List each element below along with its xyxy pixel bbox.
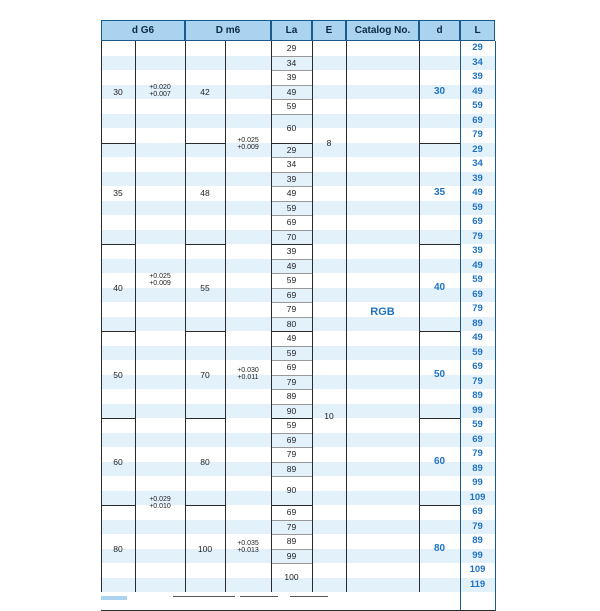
L-value: 99 [472,404,483,416]
group-divider [419,331,460,332]
row-divider [271,172,312,173]
row-divider [271,157,312,158]
La-value: 69 [286,434,297,445]
row-divider [271,549,312,550]
catalog-no-value: RGB [370,306,395,318]
La-value: 59 [286,101,297,111]
dG6-value: 35 [113,188,123,199]
row-divider [271,447,312,448]
Dm6-tolerance-2: +0.030 +0.011 [237,367,259,381]
La-value: 60 [286,122,297,133]
row-divider [271,534,312,535]
row-divider [271,85,312,86]
Dm6-value: 42 [200,86,210,97]
L-value: 89 [472,535,483,546]
L-value: 89 [472,462,483,474]
Dm6-tolerance-1: +0.025 +0.009 [237,137,259,151]
L-value: 69 [472,506,483,517]
row-divider [271,317,312,318]
group-divider [271,331,312,332]
row-divider [271,56,312,57]
La-value: 39 [286,72,297,82]
row-divider [271,375,312,376]
L-value: 59 [472,201,483,213]
L-value: 79 [472,129,483,140]
Dm6-value: 48 [200,188,210,199]
La-value: 90 [286,405,297,416]
column-divider [419,41,420,592]
L-value: 89 [472,390,483,401]
row-divider [271,201,312,202]
L-value: 49 [472,187,483,198]
group-divider [185,244,225,245]
L-value: 109 [469,491,486,503]
header-dG6: d G6 [101,20,185,41]
L-value: 59 [472,346,483,358]
Dm6-value: 100 [197,543,213,554]
La-value: 29 [286,43,297,53]
La-value: 79 [286,304,297,314]
row-divider [271,302,312,303]
La-value: 39 [286,173,297,184]
La-value: 59 [286,202,297,213]
row-divider [271,360,312,361]
Dm6-value: 80 [200,456,210,467]
La-value: 59 [286,275,297,285]
row-divider [271,433,312,434]
L-column-frame [460,41,496,611]
group-divider [271,244,312,245]
L-value: 69 [472,216,483,227]
header-L: L [460,20,495,41]
dG6-value: 50 [113,369,123,380]
La-value: 69 [286,217,297,227]
footer-rule-1 [101,596,127,600]
L-value: 99 [472,549,483,561]
footer-rule-4 [290,596,328,601]
d-value: 35 [433,187,446,199]
group-divider [271,505,312,506]
group-divider [101,418,135,419]
d-value: 50 [433,368,446,380]
L-value: 34 [472,158,483,169]
La-value: 49 [286,333,297,343]
d-value: 80 [433,542,446,554]
Dm6-value: 55 [200,282,210,293]
La-value: 49 [286,86,297,97]
L-value: 49 [472,85,483,97]
L-value: 59 [472,274,483,285]
L-value: 69 [472,361,483,372]
header-E: E [312,20,346,41]
d-value: 60 [433,455,446,467]
group-divider [185,143,225,144]
L-value: 59 [472,100,483,111]
row-divider [271,520,312,521]
row-divider [271,186,312,187]
L-value: 59 [472,419,483,430]
L-value: 29 [472,143,483,155]
row-divider [271,99,312,100]
d-value: 30 [433,85,446,97]
La-value: 49 [286,188,297,198]
dG6-tolerance-1: +0.020 +0.007 [149,84,171,98]
group-divider [271,418,312,419]
L-value: 79 [472,520,483,532]
column-divider [271,41,272,592]
dG6-value: 40 [113,282,123,293]
E-value-8: 8 [326,138,332,148]
row-divider [271,288,312,289]
L-value: 49 [472,332,483,343]
L-value: 39 [472,245,483,256]
footer-rule-3 [240,596,278,601]
L-value: 69 [472,433,483,445]
group-divider [419,418,460,419]
L-value: 109 [469,564,486,575]
group-divider [419,505,460,506]
row-divider [271,563,312,564]
header-catalog-no: Catalog No. [346,20,419,41]
La-value: 79 [286,449,297,459]
L-value: 34 [472,56,483,68]
column-divider [185,41,186,592]
row-divider [271,476,312,477]
L-value: 79 [472,375,483,387]
dG6-tolerance-3: +0.029 +0.010 [149,496,171,510]
L-value: 79 [472,303,483,314]
La-value: 79 [286,521,297,532]
row-divider [271,404,312,405]
L-value: 69 [472,114,483,126]
La-value: 49 [286,260,297,271]
dG6-tolerance-2: +0.025 +0.009 [149,273,171,287]
dG6-value: 60 [113,456,123,467]
L-value: 79 [472,230,483,242]
header-d: d [419,20,460,41]
group-divider [271,143,312,144]
row-divider [271,230,312,231]
group-divider [101,244,135,245]
row-divider [271,462,312,463]
La-value: 69 [286,507,297,517]
La-value: 70 [286,231,297,242]
La-value: 34 [286,159,297,169]
group-divider [419,244,460,245]
group-divider [101,505,135,506]
dG6-value: 80 [113,543,123,554]
column-divider [225,41,226,592]
La-value: 99 [286,550,297,561]
L-value: 119 [469,578,486,590]
L-value: 79 [472,448,483,459]
header-La: La [271,20,312,41]
group-divider [101,143,135,144]
La-value: 59 [286,347,297,358]
La-value: 69 [286,289,297,300]
La-value: 89 [286,463,297,474]
group-divider [185,505,225,506]
L-value: 89 [472,317,483,329]
La-value: 89 [286,391,297,401]
header-Dm6: D m6 [185,20,271,41]
row-divider [271,114,312,115]
La-value: 89 [286,536,297,546]
d-value: 40 [433,281,446,293]
La-value: 79 [286,376,297,387]
L-value: 39 [472,172,483,184]
L-value: 29 [472,42,483,53]
row-divider [271,273,312,274]
group-divider [419,143,460,144]
La-value: 39 [286,246,297,256]
column-divider [312,41,313,592]
row-divider [271,389,312,390]
L-value: 99 [472,477,483,488]
L-value: 39 [472,71,483,82]
group-divider [101,331,135,332]
La-value: 59 [286,420,297,430]
group-divider [185,418,225,419]
footer-rule-2 [173,596,235,601]
Dm6-value: 70 [200,369,210,380]
La-value: 69 [286,362,297,372]
La-value: 34 [286,57,297,68]
column-divider [101,41,102,592]
L-value: 69 [472,288,483,300]
row-divider [271,215,312,216]
La-value: 29 [286,144,297,155]
L-value: 49 [472,259,483,271]
dG6-value: 30 [113,86,123,97]
row-divider [271,259,312,260]
row-divider [271,70,312,71]
Dm6-tolerance-3: +0.035 +0.013 [237,540,259,554]
row-divider [271,346,312,347]
La-value: 100 [284,572,299,582]
La-value: 80 [286,318,297,329]
La-value: 90 [286,485,297,495]
group-divider [185,331,225,332]
E-value-10: 10 [324,411,334,421]
